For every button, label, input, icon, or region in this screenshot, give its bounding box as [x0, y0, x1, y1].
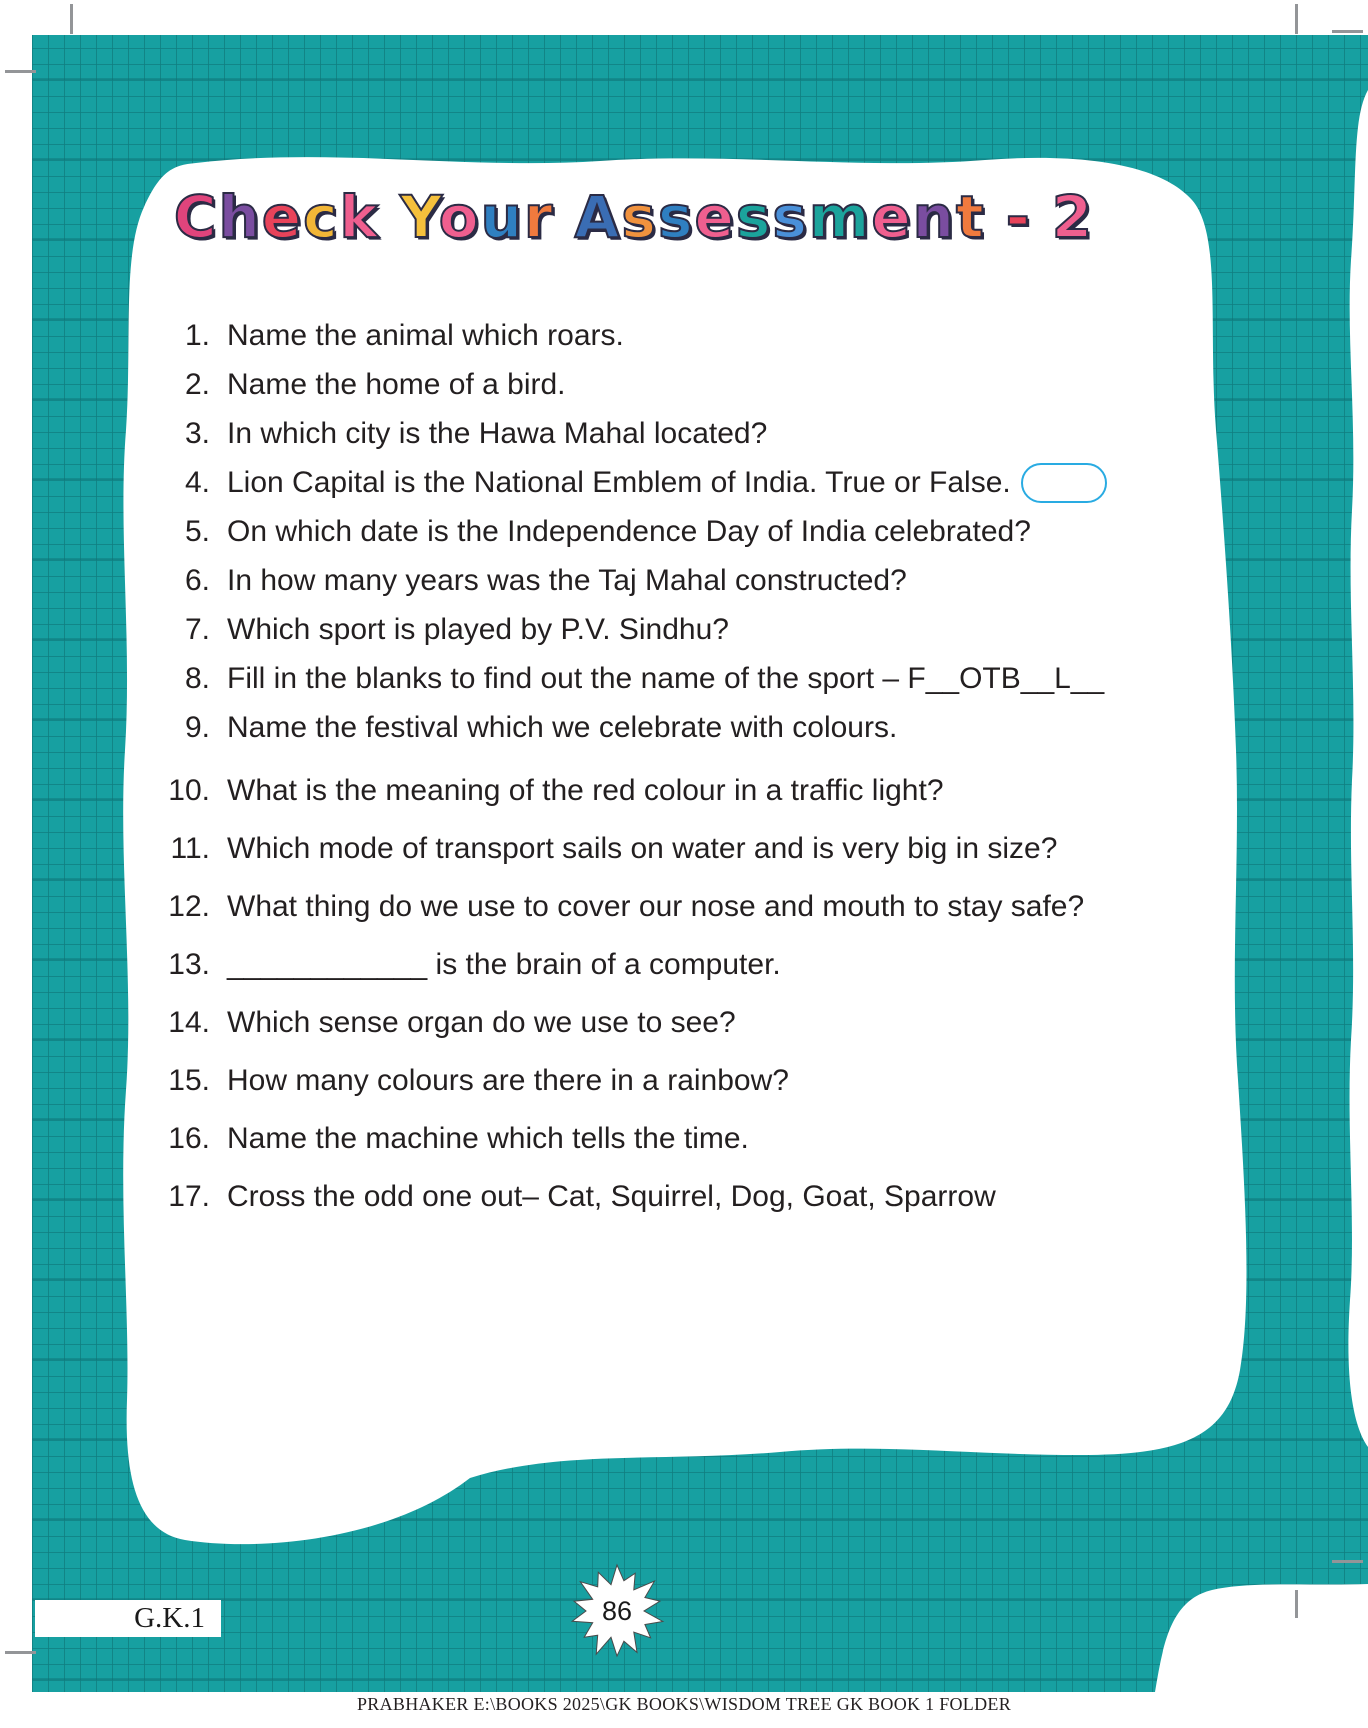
question-row: [148, 507, 1158, 556]
question-text: On which date is the Independence Day of India celebrated?: [227, 514, 1031, 548]
crop-mark: [1332, 1560, 1363, 1563]
book-label-box: [35, 1600, 221, 1637]
title-letter: e: [694, 183, 736, 251]
question-text: What is the meaning of the red colour in a traffic light?: [227, 774, 944, 807]
title-letter: s: [735, 183, 773, 251]
question-row: [148, 820, 1158, 878]
page-number: 86: [601, 1596, 633, 1626]
book-label: G.K.1: [134, 1602, 205, 1634]
question-text: Which sport is played by P.V. Sindhu?: [227, 612, 729, 646]
question-row: [148, 409, 1158, 458]
crop-mark: [1295, 4, 1298, 34]
title-letter: -: [1005, 183, 1032, 251]
crop-mark: [5, 70, 36, 73]
question-number: 4.: [184, 465, 210, 499]
title-letter: c: [303, 183, 340, 251]
footer-file-path: PRABHAKER E:\BOOKS 2025\GK BOOKS\WISDOM TREE GK BOOK 1 FOLDER: [356, 1694, 1011, 1714]
question-text: Cross the odd one out– Cat, Squirrel, Dog, Goat, Sparrow: [227, 1180, 996, 1213]
question-number: 5.: [184, 514, 210, 548]
question-number: 12.: [168, 890, 210, 923]
question-number: 1.: [184, 318, 210, 352]
title-letter: u: [480, 183, 524, 251]
question-row: [148, 1168, 1158, 1226]
question-row: [148, 703, 1158, 752]
question-row: [148, 556, 1158, 605]
question-text: Fill in the blanks to find out the name of the sport – F__OTB__L__: [227, 661, 1105, 695]
title-letter: s: [657, 183, 695, 251]
title-letter: h: [218, 183, 262, 251]
question-row: [148, 936, 1158, 994]
title-letter: k: [339, 183, 381, 251]
title-letter: 2: [1051, 183, 1095, 251]
crop-mark: [5, 1651, 36, 1654]
question-number: 2.: [184, 367, 210, 401]
question-row: [148, 994, 1158, 1052]
title-letter: C: [173, 183, 219, 251]
question-row: [148, 1110, 1158, 1168]
question-row: [148, 360, 1158, 409]
question-number: 15.: [168, 1064, 210, 1097]
question-text: ____________ is the brain of a computer.: [227, 948, 781, 981]
question-number: 8.: [184, 661, 210, 695]
answer-box-oval: [1021, 463, 1107, 503]
questions-list: [148, 311, 1158, 1226]
title-letter: t: [955, 183, 986, 251]
title-letter: m: [808, 183, 872, 251]
question-text: Which mode of transport sails on water and is very big in size?: [227, 832, 1058, 865]
page-title: [134, 178, 1134, 258]
question-row: [148, 605, 1158, 654]
question-number: 3.: [184, 416, 210, 450]
title-letter: A: [574, 183, 622, 251]
question-number: 17.: [168, 1180, 210, 1213]
title-letter: e: [261, 183, 304, 251]
crop-mark: [70, 4, 73, 34]
question-row: [148, 762, 1158, 820]
question-text: Name the animal which roars.: [227, 318, 624, 352]
crop-mark: [1295, 1590, 1298, 1618]
crop-mark: [1332, 30, 1363, 33]
question-row: [148, 1052, 1158, 1110]
question-text: In how many years was the Taj Mahal constructed?: [227, 563, 907, 597]
question-text: How many colours are there in a rainbow?: [227, 1064, 789, 1097]
question-text: Lion Capital is the National Emblem of India. True or False.: [227, 463, 1107, 503]
question-text: What thing do we use to cover our nose and mouth to stay safe?: [227, 890, 1085, 923]
question-number: 16.: [168, 1122, 210, 1155]
question-row: [148, 311, 1158, 360]
question-text: In which city is the Hawa Mahal located?: [227, 416, 768, 450]
title-letter: o: [438, 183, 481, 251]
title-letter: s: [621, 183, 658, 251]
question-text: Name the home of a bird.: [227, 367, 566, 401]
question-number: 14.: [168, 1006, 210, 1039]
question-row: [148, 878, 1158, 936]
question-number: 7.: [184, 612, 210, 646]
title-letter: Y: [400, 183, 439, 251]
question-text: Which sense organ do we use to see?: [227, 1006, 736, 1039]
question-row: [148, 458, 1158, 507]
question-number: 6.: [184, 563, 210, 597]
question-text: Name the festival which we celebrate with colours.: [227, 710, 898, 744]
title-letter: s: [772, 183, 809, 251]
question-number: 10.: [168, 774, 210, 807]
question-row: [148, 654, 1158, 703]
question-number: 11.: [170, 832, 210, 865]
question-number: 9.: [184, 710, 210, 744]
title-letter: n: [912, 183, 956, 251]
title-letter: e: [871, 183, 913, 251]
title-letter: r: [523, 183, 555, 251]
question-number: 13.: [168, 948, 210, 981]
question-text: Name the machine which tells the time.: [227, 1122, 749, 1155]
